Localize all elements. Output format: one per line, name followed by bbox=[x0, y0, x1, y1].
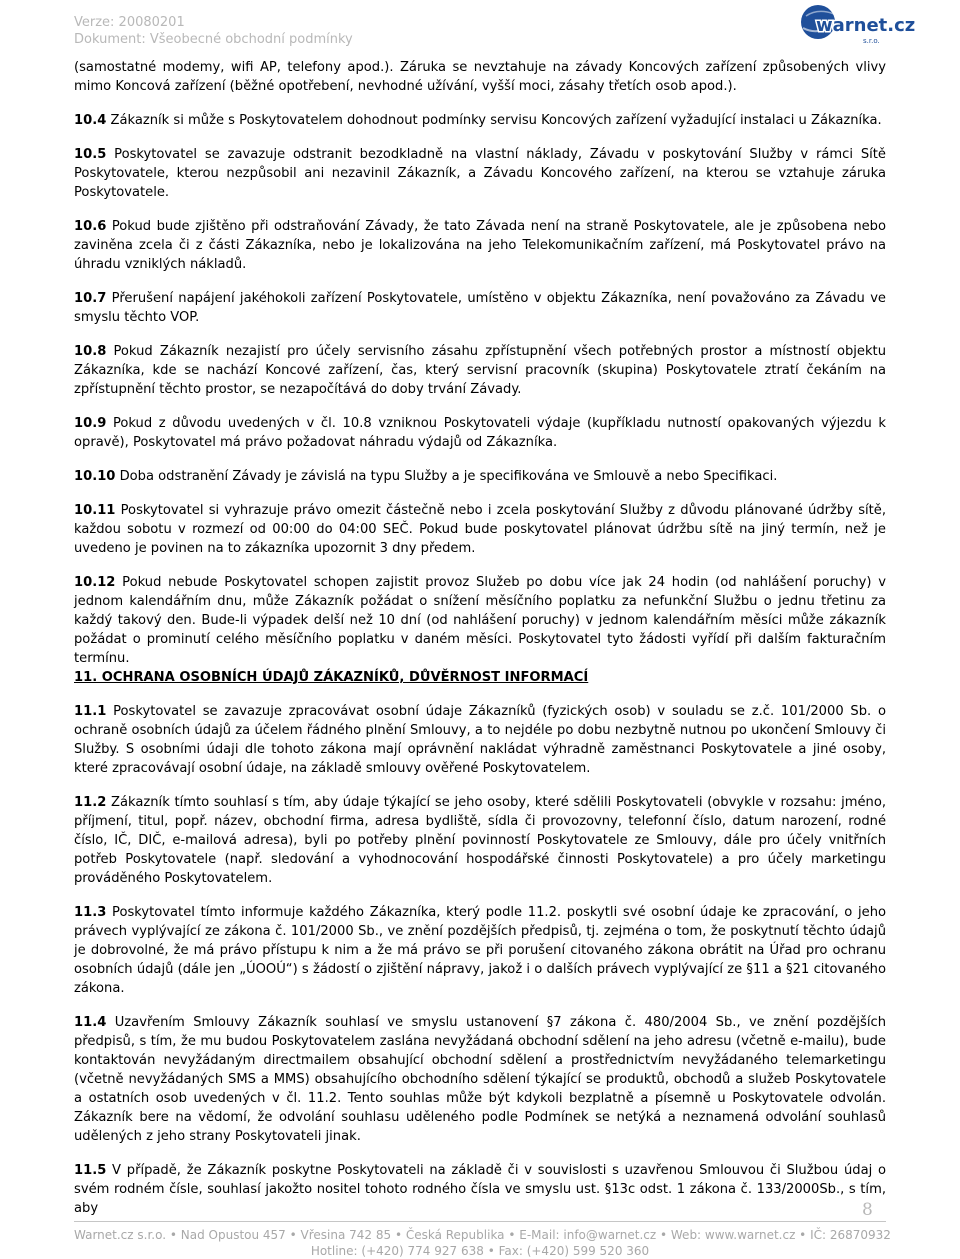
clause-text: Poskytovatel tímto informuje každého Zákazníka, který podle 11.2. poskytli své osobní údaje ke zpracování, o jeho právech vyplývající ze zákona č. 101/2000 Sb., ve znění pozdějších předpisů, tj. zejména o tom, že poskytnutí těchto údajů je dobrovolné, že má právo přístupu k nim a že má právo se při porušení citovaného zákona obrátit na Úřad pro ochranu osobních údajů (dále jen „ÚOOÚ“) s žádostí o zjištění nápravy, jakož i o dalších právech vyplývající ze §11 a §21 citovaného zákona. bbox=[74, 905, 886, 996]
document-title-line: Dokument: Všeobecné obchodní podmínky bbox=[74, 32, 353, 47]
clause-number: 10.10 bbox=[74, 469, 116, 484]
clause-text: Přerušení napájení jakéhokoli zařízení Poskytovatele, umístěno v objektu Zákazníka, není považováno za Závadu ve smyslu těchto VOP. bbox=[74, 291, 886, 325]
clause-11-1 bbox=[74, 702, 886, 778]
section-heading: 11. OCHRANA OSOBNÍCH ÚDAJŮ ZÁKAZNÍKŮ, DŮVĚRNOST INFORMACÍ bbox=[74, 670, 589, 685]
svg-text:s.r.o.: s.r.o. bbox=[863, 37, 880, 45]
clause-10-5 bbox=[74, 145, 886, 202]
clause-10-11 bbox=[74, 501, 886, 558]
document-footer bbox=[74, 1227, 891, 1259]
footer-divider bbox=[74, 1221, 886, 1222]
clause-10-8 bbox=[74, 342, 886, 399]
clause-number: 10.7 bbox=[74, 291, 107, 306]
clause-text: Pokud nebude Poskytovatel schopen zajistit provoz Služeb po dobu více jak 24 hodin (od nahlášení poruchy) v jednom kalendářním dnu, může Zákazník požádat o snížení měsíčního poplatku za nefunkční Službu o jednu třetinu za každý takový den. Bude-li výpadek delší než 10 dní (od nahlášení poruchy) v jednom kalendářním měsíci může zákazník požádat o prominutí celého měsíčního poplatku v daném měsíci. Poskytovatel tyto žádosti vyřídí při dalším fakturačním termínu. bbox=[74, 575, 886, 666]
clause-text: Pokud Zákazník nezajistí pro účely servisního zásahu zpřístupnění všech potřebných prostor a místností objektu Zákazníka, kde se nachází Koncové zařízení, čas, který servisní pracovník (skupina) Poskytovatele ztratí čekáním na zpřístupnění těchto prostor, se nezapočítává do doby trvání Závady. bbox=[74, 344, 886, 397]
clause-text: Poskytovatel se zavazuje odstranit bezodkladně na vlastní náklady, Závadu v poskytování Služby v rámci Sítě Poskytovatele, kterou nezpůsobil ani nezavinil Zákazník, a Závadu Koncového zařízení, na kterou se vztahuje záruka Poskytovatele. bbox=[74, 147, 886, 200]
clause-11-5 bbox=[74, 1161, 886, 1218]
document-header bbox=[74, 14, 594, 48]
clause-text: Uzavřením Smlouvy Zákazník souhlasí ve smyslu ustanovení §7 zákona č. 480/2004 Sb., ve znění pozdějších předpisů, s tím, že mu budou Poskytovatelem zaslána nevyžádaná obchodní sdělení na jeho adresu (včetně e-mailu), bude kontaktován nevyžádaným directmailem obsahující obchodní sdělení a prostřednictvím nevyžádaného telemarketingu (včetně nevyžádaných SMS a MMS) obsahujícího obchodního sdělení týkající se produktů, obchodů a služeb Poskytovatele a ostatních osob uvedených v čl. 11.2. Tento souhlas může být kdykoli bezplatně a písemně u Poskytovatele odvolán. Zákazník bere na vědomí, že odvolání souhlasu uděleného podle Podmínek se netýká a neznamená odvolání souhlasů udělených z jeho strany Poskytovateli jinak. bbox=[74, 1015, 886, 1144]
clause-number: 11.2 bbox=[74, 795, 107, 810]
clause-number: 10.4 bbox=[74, 113, 107, 128]
continuation-paragraph bbox=[74, 58, 886, 96]
clause-number: 10.8 bbox=[74, 344, 107, 359]
clause-text: Zákazník si může s Poskytovatelem dohodnout podmínky servisu Koncových zařízení vyžadující instalaci u Zákazníka. bbox=[106, 113, 882, 128]
footer-contact-line: Hotline: (+420) 774 927 638 • Fax: (+420) 599 520 360 bbox=[310, 1244, 650, 1258]
clause-10-7 bbox=[74, 289, 886, 327]
clause-text: V případě, že Zákazník poskytne Poskytovateli na základě či v souvislosti s uzavřenou Smlouvou či Službou údaj o svém rodném čísle, souhlasí jakožto nositel tohoto rodného čísla ve smyslu ust. §13c odst. 1 zákona č. 133/2000Sb., s tím, aby bbox=[74, 1163, 886, 1216]
clause-10-6 bbox=[74, 217, 886, 274]
clause-number: 11.4 bbox=[74, 1015, 107, 1030]
paragraph-text: (samostatné modemy, wifi AP, telefony apod.). Záruka se nevztahuje na závady Koncových zařízení způsobených vlivy mimo Koncová zařízení (běžné opotřebení, nevhodné užívání, vyšší moci, zásahy třetích osob apod.). bbox=[74, 60, 886, 94]
version-line: Verze: 20080201 bbox=[74, 15, 185, 30]
clause-text: Poskytovatel se zavazuje zpracovávat osobní údaje Zákazníků (fyzických osob) v souladu se z.č. 101/2000 Sb. o ochraně osobních údajů za účelem řádného plnění Smlouvy, a to nejdéle po dobu nezbytně nutnou po ukončení Smlouvy či Služby. S osobními údaji dle tohoto zákona mají oprávnění nakládat výhradně zaměstnanci Poskytovatele a jiné osoby, které zpracovávají osobní údaje, na základě smlouvy ověřené Poskytovatelem. bbox=[74, 704, 886, 776]
clause-number: 11.5 bbox=[74, 1163, 107, 1178]
clause-11-4 bbox=[74, 1013, 886, 1146]
clause-number: 10.12 bbox=[74, 575, 116, 590]
clause-text: Pokud bude zjištěno při odstraňování Závady, že tato Závada není na straně Poskytovatele, ale je způsobena nebo zaviněna zcela či z části Zákazníka, nebo je lokalizována na jeho Telekomunikačním zařízení, má Poskytovatel právo na úhradu vzniklých nákladů. bbox=[74, 219, 886, 272]
clause-text: Pokud z důvodu uvedených v čl. 10.8 vzniknou Poskytovateli výdaje (kupříkladu nutností opakovaných výjezdu k opravě), Poskytovatel má právo požadovat náhradu výdajů od Zákazníka. bbox=[74, 416, 886, 450]
warnet-logo bbox=[798, 2, 916, 46]
clause-number: 11.3 bbox=[74, 905, 107, 920]
clause-number: 10.11 bbox=[74, 503, 116, 518]
svg-text:warnet.cz: warnet.cz bbox=[816, 15, 916, 36]
clause-10-10 bbox=[74, 467, 886, 486]
clause-number: 11.1 bbox=[74, 704, 107, 719]
clause-number: 10.5 bbox=[74, 147, 107, 162]
footer-company-line: Warnet.cz s.r.o. • Nad Opustou 457 • Vřesina 742 85 • Česká Republika • E-Mail: info@warnet.cz • Web: www.warnet.cz • IČ: 26870932 bbox=[74, 1228, 891, 1242]
clause-10-12 bbox=[74, 573, 886, 668]
clause-10-9 bbox=[74, 414, 886, 452]
clause-number: 10.9 bbox=[74, 416, 107, 431]
clause-text: Zákazník tímto souhlasí s tím, aby údaje týkající se jeho osoby, které sdělili Poskytovateli (obvykle v rozsahu: jméno, příjmení, titul, popř. název, obchodní firma, adresa bydliště, sídla či provozovny, telefonní číslo, datum narození, rodné číslo, IČ, DIČ, e-mailová adresa), byli po potřeby plnění povinností Poskytovatele ze Smlouvy, dále pro účely vnitřních potřeb Poskytovatele (např. sledování a vyhodnocování hospodářské činnosti Poskytovatele) a pro účely marketingu prováděného Poskytovatelem. bbox=[74, 795, 886, 886]
clause-text: Poskytovatel si vyhrazuje právo omezit částečně nebo i zcela poskytování Služby z důvodu plánované údržby sítě, každou sobotu v rozmezí od 00:00 do 04:00 SEČ. Pokud bude poskytovatel plánovat údržbu sítě na jiný termín, než je uvedeno je povinen na to zákazníka upozornit 3 dny předem. bbox=[74, 503, 886, 556]
clause-number: 10.6 bbox=[74, 219, 107, 234]
clause-text: Doba odstranění Závady je závislá na typu Služby a je specifikována ve Smlouvě a nebo Specifikaci. bbox=[115, 469, 778, 484]
document-body bbox=[74, 58, 886, 1218]
page-number: 8 bbox=[862, 1200, 873, 1220]
clause-11-3 bbox=[74, 903, 886, 998]
clause-11-2 bbox=[74, 793, 886, 888]
clause-10-4 bbox=[74, 111, 886, 130]
